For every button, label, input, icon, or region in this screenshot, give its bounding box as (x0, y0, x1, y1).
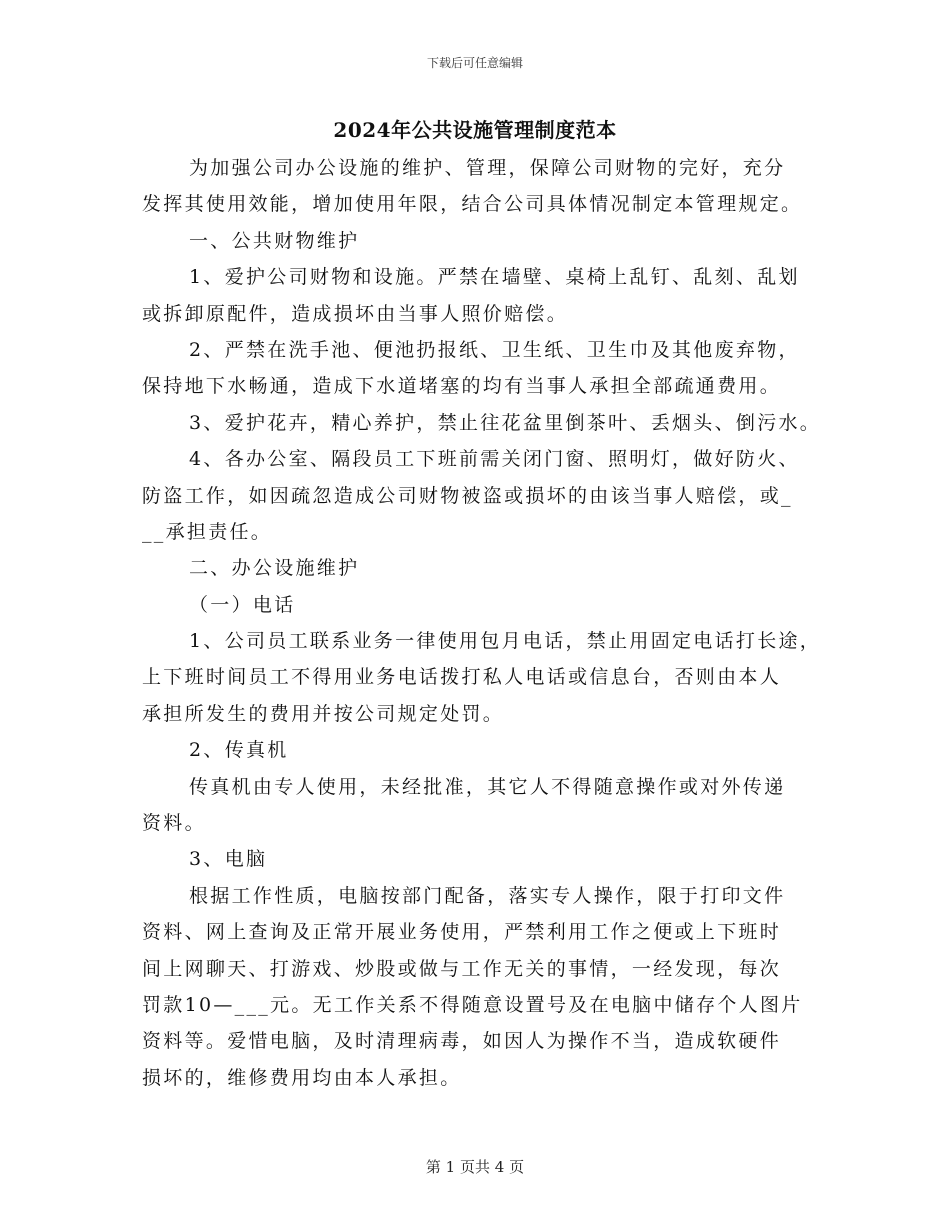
body-text-line: 发挥其使用效能，增加使用年限，结合公司具体情况制定本管理规定。 (142, 193, 803, 216)
body-text-line: 3、爱护花卉，精心养护，禁止往花盆里倒茶叶、丢烟头、倒污水。 (189, 411, 822, 434)
body-text-line: 一、公共财物维护 (189, 229, 360, 252)
body-text-line: 2、传真机 (189, 739, 289, 762)
body-text-line: 1、公司员工联系业务一律使用包月电话，禁止用固定电话打长途， (189, 630, 822, 653)
document-body (142, 150, 822, 1096)
body-text-line: 资料、网上查询及正常开展业务使用，严禁利用工作之便或上下班时 (142, 921, 782, 944)
body-text-line: 防盗工作，如因疏忽造成公司财物被盗或损坏的由该当事人赔偿，或_ (142, 484, 793, 507)
body-text-line: （一）电话 (189, 593, 296, 616)
page-header: 下载后可任意编辑 (426, 56, 523, 70)
body-text-line: 2、严禁在洗手池、便池扔报纸、卫生纸、卫生巾及其他废弃物， (189, 338, 800, 361)
body-text-line: 1、爱护公司财物和设施。严禁在墙壁、桌椅上乱钉、乱刻、乱划 (189, 266, 800, 289)
body-text-line: 间上网聊天、打游戏、炒股或做与工作无关的事情，一经发现，每次 (142, 957, 782, 980)
body-text-line: 传真机由专人使用，未经批准，其它人不得随意操作或对外传递 (189, 775, 786, 798)
body-text-line: 上下班时间员工不得用业务电话拨打私人电话或信息台，否则由本人 (142, 666, 782, 689)
body-text-line: __承担责任。 (142, 520, 273, 543)
body-text-line: 保持地下水畅通，造成下水道堵塞的均有当事人承担全部疏通费用。 (142, 375, 782, 398)
body-text-line: 或拆卸原配件，造成损坏由当事人照价赔偿。 (142, 302, 569, 325)
body-text-line: 3、电脑 (189, 848, 268, 871)
body-text-line: 根据工作性质，电脑按部门配备，落实专人操作，限于打印文件 (189, 884, 786, 907)
body-text-line: 4、各办公室、隔段员工下班前需关闭门窗、照明灯，做好防火、 (189, 448, 800, 471)
body-text-line: 资料等。爱惜电脑，及时清理病毒，如因人为操作不当，造成软硬件 (142, 1030, 782, 1053)
page-footer: 第 1 页共 4 页 (425, 1158, 525, 1176)
body-text-line: 为加强公司办公设施的维护、管理，保障公司财物的完好，充分 (189, 157, 786, 179)
body-text-line: 损坏的，维修费用均由本人承担。 (142, 1066, 462, 1089)
body-text-line: 承担所发生的费用并按公司规定处罚。 (142, 702, 505, 725)
body-text-line: 资料。 (142, 812, 206, 835)
body-text-line: 二、办公设施维护 (189, 557, 360, 580)
body-text-line: 罚款10—___元。无工作关系不得随意设置号及在电脑中储存个人图片 (142, 993, 803, 1016)
document-title: 2024年公共设施管理制度范本 (333, 118, 617, 142)
